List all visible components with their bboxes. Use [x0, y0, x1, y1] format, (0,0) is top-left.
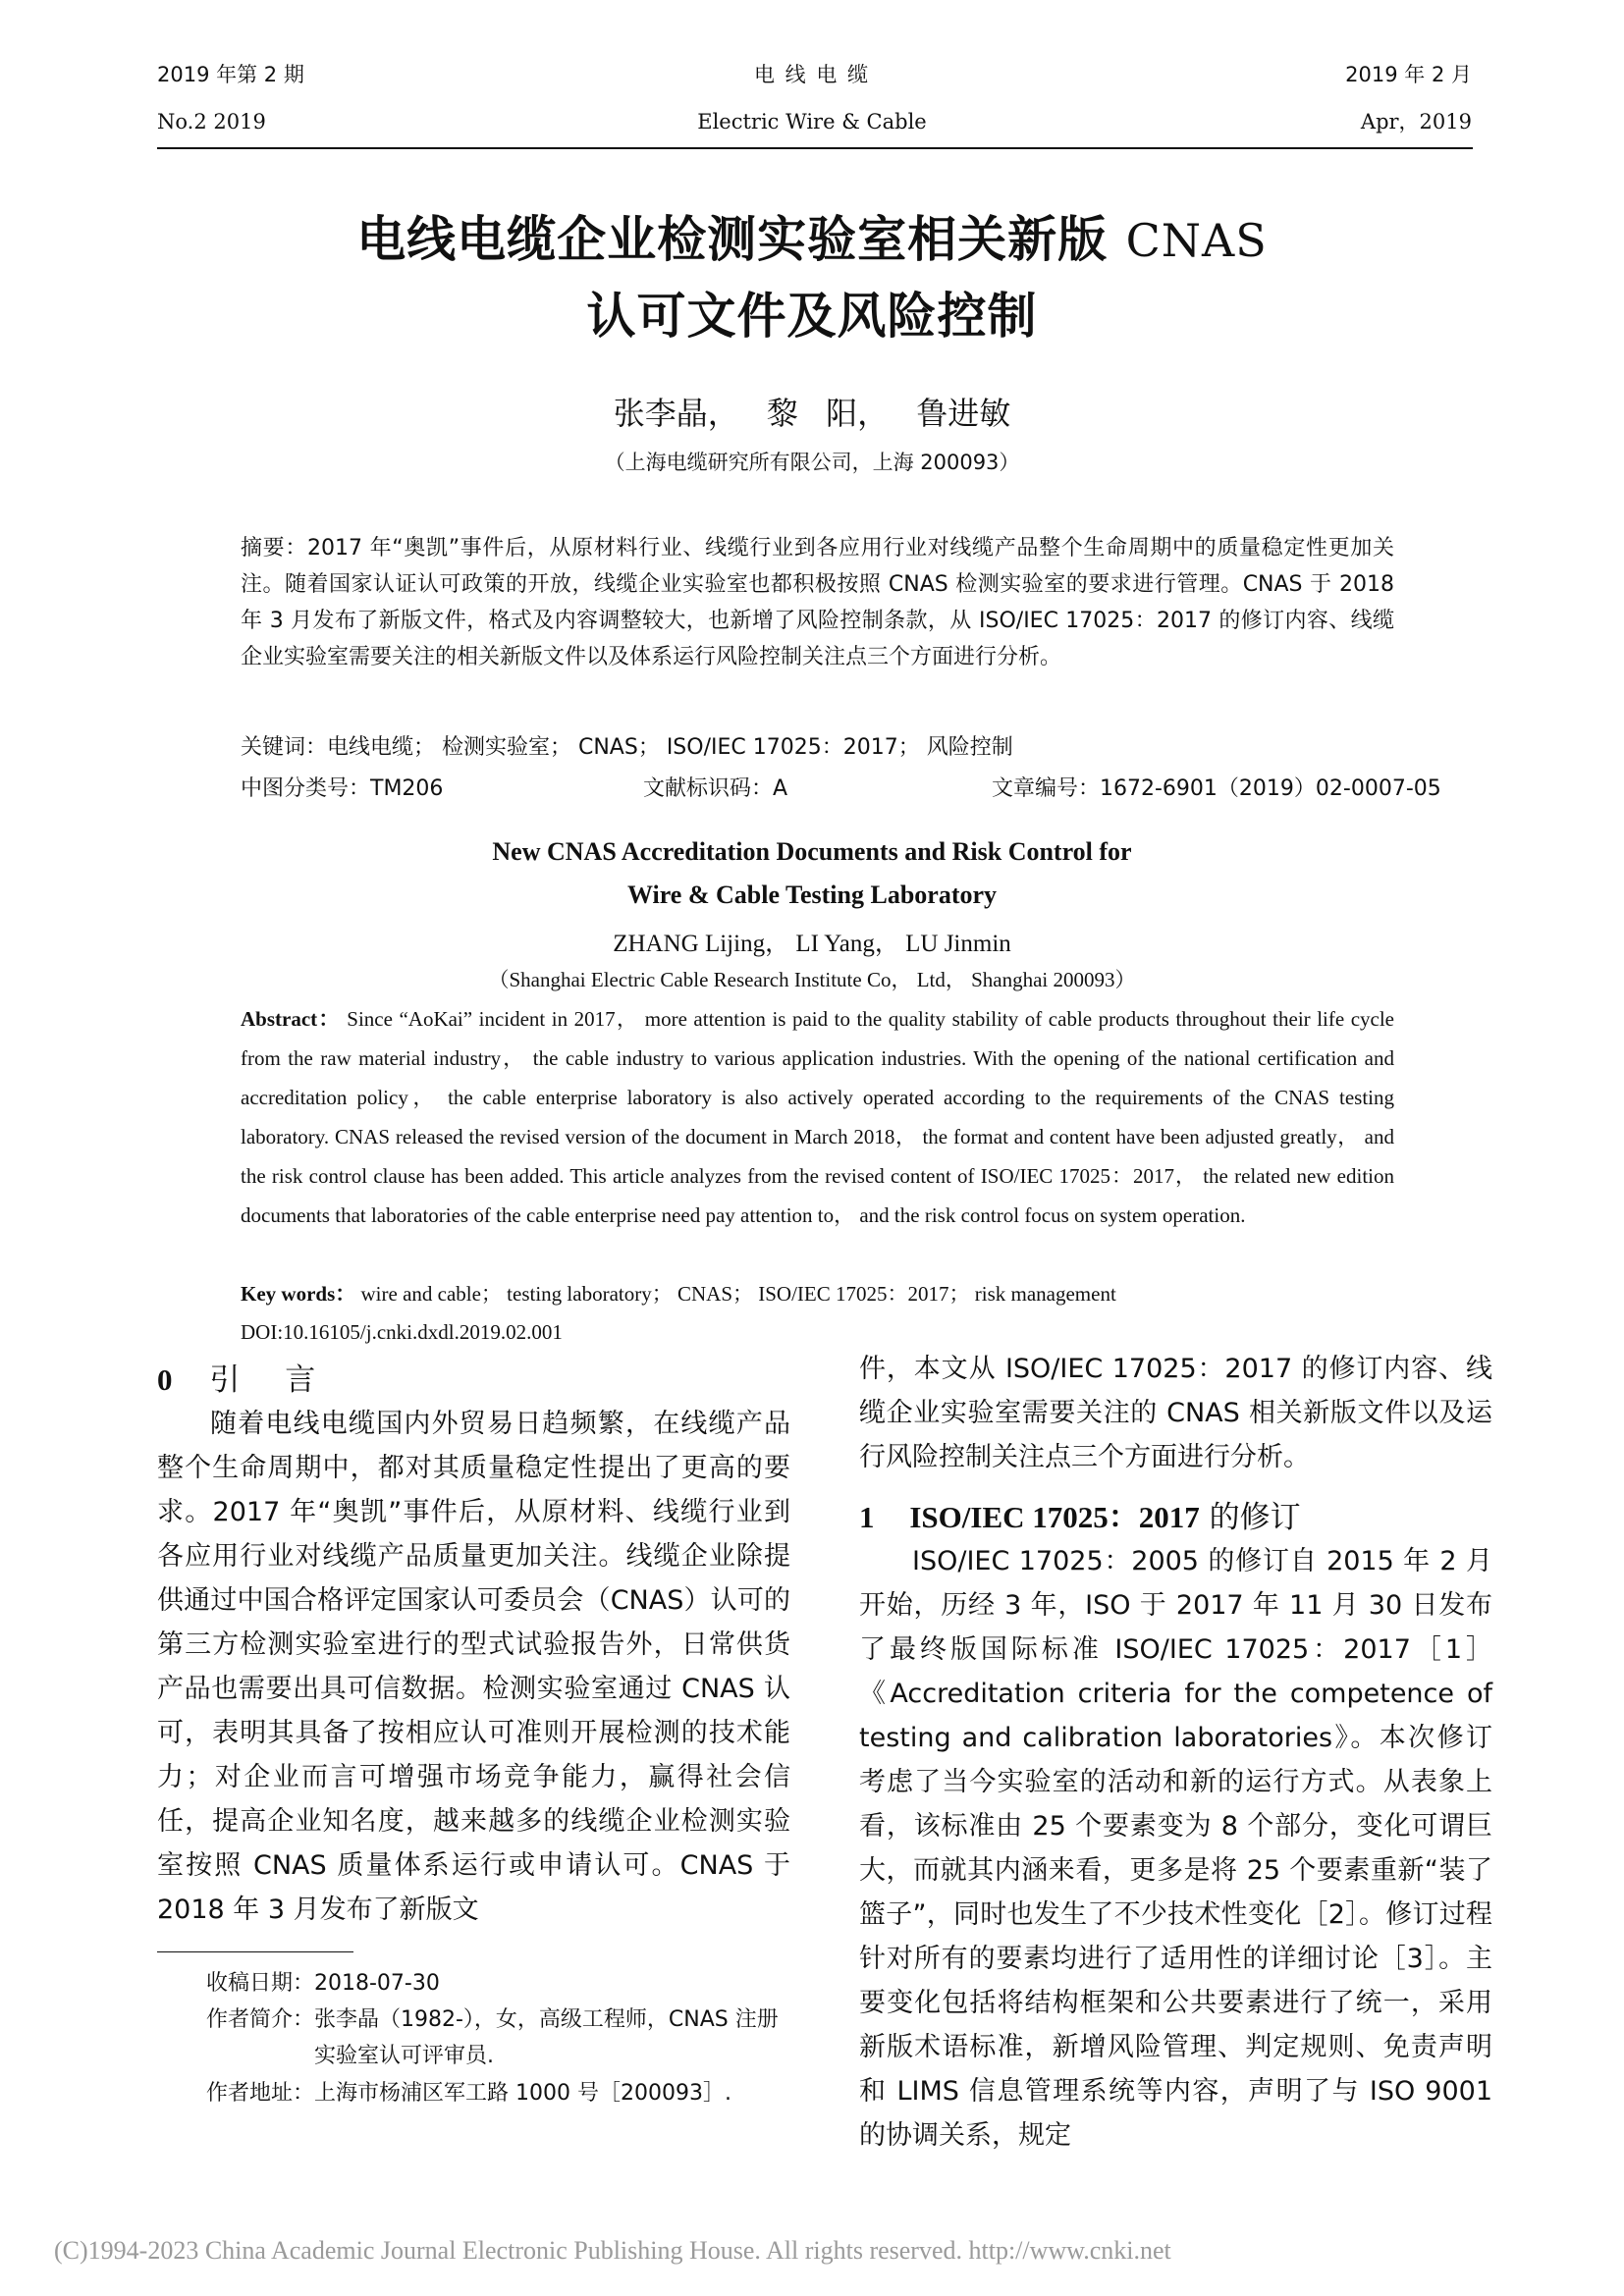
section-1-number: 1 — [859, 1500, 875, 1534]
en-title-line1: New CNAS Accreditation Documents and Risk Control for — [492, 837, 1132, 866]
paper-title-line1-cn: 电线电缆企业检测实验室相关新版 — [356, 211, 1109, 268]
copyright-footer: (C)1994-2023 China Academic Journal Electronic Publishing House. All rights reserved. http://www.cnki.net — [54, 2236, 1171, 2265]
en-authors: ZHANG Lijing， LI Yang， LU Jinmin — [613, 931, 1011, 957]
keywords-cn: 关键词：电线电缆； 检测实验室； CNAS； ISO/IEC 17025：2017； 风险控制 — [241, 735, 1013, 760]
article-number: 文章编号：1672-6901（2019）02-0007-05 — [992, 776, 1441, 801]
affiliation-cn: （上海电缆研究所有限公司，上海 200093） — [604, 451, 1020, 474]
header-date-en: Apr，2019 — [1360, 110, 1472, 133]
en-title-line2: Wire & Cable Testing Laboratory — [626, 881, 998, 909]
header-journal-en: Electric Wire & Cable — [697, 110, 927, 133]
en-keywords — [241, 1274, 1394, 1313]
footnote-author-bio-cont: 实验室认可评审员. — [314, 2044, 494, 2068]
clc-number: 中图分类号：TM206 — [241, 776, 444, 801]
section-0-body: 随着电线电缆国内外贸易日趋频繁，在线缆产品整个生命周期中，都对其质量稳定性提出了更高的要求。2017 年“奥凯”事件后，从原材料、线缆行业到各应用行业对线缆产品质量更加关注。线缆企业除提供通过中国合格评定国家认可委员会（CNAS）认可的第三方检测实验室进行的型式试验报告外，日常供货产品也需要出具可信数据。检测实验室通过 CNAS 认可，表明其具备了按相应认可准则开展检测的技术能力；对企业而言可增强市场竞争能力，赢得社会信任，提高企业知名度，越来越多的线缆企业检测实验室按照 CNAS 质量体系运行或申请认可。CNAS 于 2018 年 3 月发布了新版文 — [157, 1409, 790, 1925]
footnote-address: 作者地址：上海市杨浦区军工路 1000 号［200093］. — [206, 2081, 731, 2106]
section-0-title: 引 言 — [209, 1362, 334, 1398]
footnote-rule — [157, 1951, 353, 1952]
footnote-author-bio: 作者简介：张李晶（1982-），女，高级工程师，CNAS 注册 — [206, 2007, 779, 2032]
en-keywords-text: wire and cable； testing laboratory； CNAS； ISO/IEC 17025：2017； risk management — [360, 1282, 1116, 1306]
doi: DOI:10.16105/j.cnki.dxdl.2019.02.001 — [241, 1320, 563, 1344]
section-1-body: ISO/IEC 17025：2005 的修订自 2015 年 2 月开始，历经 3 年，ISO 于 2017 年 11 月 30 日发布了最终版国际标准 ISO/IEC 17025：2017［1］《Accreditation criteria for the competence of testing and calibration laboratories》。本次修订考虑了当今实验室的活动和新的运行方式。从表象上看，该标准由 25 个要素变为 8 个部分，变化可谓巨大，而就其内涵来看，更多是将 25 个要素重新“装了篮子”，同时也发生了不少技术性变化［2］。修订过程针对所有的要素均进行了适用性的详细讨论［3］。主要变化包括将结构框架和公共要素进行了统一，采用新版术语标准，新增风险管理、判定规则、免责声明和 LIMS 信息管理系统等内容，声明了与 ISO 9001 的协调关系，规定 — [859, 1546, 1492, 2151]
section-0-number: 0 — [157, 1362, 173, 1397]
header-rule — [157, 147, 1473, 149]
section-0-heading — [157, 1355, 333, 1399]
document-code: 文献标识码：A — [643, 776, 788, 801]
header-issue-cn: 2019 年第 2 期 — [157, 63, 304, 86]
header-date-cn: 2019 年 2 月 — [1345, 63, 1472, 86]
paper-title-line1 — [0, 208, 1624, 272]
right-column-continuation: 件，本文从 ISO/IEC 17025：2017 的修订内容、线缆企业实验室需要关注的 CNAS 相关新版文件以及运行风险控制关注点三个方面进行分析。 — [859, 1354, 1492, 1472]
section-1-heading — [859, 1492, 1301, 1536]
en-abstract-text: Since “AoKai” incident in 2017， more attention is paid to the quality stability of cable products throughout their life cycle from the raw material industry， the cable industry to various application industries. With the opening of the national certification and accreditation policy， the cable enterprise laboratory is also actively operated according to the requirements of the CNAS testing laboratory. CNAS released the revised version of the document in March 2018， the format and content have been adjusted greatly， and the risk control clause has been added. This article analyzes from the revised content of ISO/IEC 17025：2017， the related new edition documents that laboratories of the cable enterprise need pay attention to， and the risk control focus on system operation. — [241, 1007, 1395, 1227]
header-issue-en: No.2 2019 — [157, 110, 266, 133]
en-abstract — [241, 999, 1394, 1235]
section-1-title-cn: 的修订 — [1209, 1500, 1301, 1535]
section-1-title-latin: ISO/IEC 17025：2017 — [909, 1500, 1200, 1534]
en-affiliation: （Shanghai Electric Cable Research Institute Co， Ltd， Shanghai 200093） — [488, 968, 1136, 991]
paper-title-line1-latin: CNAS — [1125, 214, 1268, 267]
abstract-cn: 摘要：2017 年“奥凯”事件后，从原材料行业、线缆行业到各应用行业对线缆产品整个生命周期中的质量稳定性更加关注。随着国家认证认可政策的开放，线缆企业实验室也都积极按照 CNAS 检测实验室的要求进行管理。CNAS 于 2018 年 3 月发布了新版文件，格式及内容调整较大，也新增了风险控制条款，从 ISO/IEC 17025：2017 的修订内容、线缆企业实验室需要关注的相关新版文件以及体系运行风险控制关注点三个方面进行分析。 — [241, 536, 1394, 669]
paper-title-line2: 认可文件及风险控制 — [586, 288, 1038, 345]
en-keywords-label: Key words： — [241, 1282, 356, 1306]
footnote-received: 收稿日期：2018-07-30 — [206, 1971, 440, 1996]
authors-cn: 张李晶， 黎 阳， 鲁进敏 — [613, 395, 1011, 432]
header-journal-cn: 电 线 电 缆 — [753, 63, 871, 86]
en-abstract-label: Abstract： — [241, 1007, 341, 1031]
